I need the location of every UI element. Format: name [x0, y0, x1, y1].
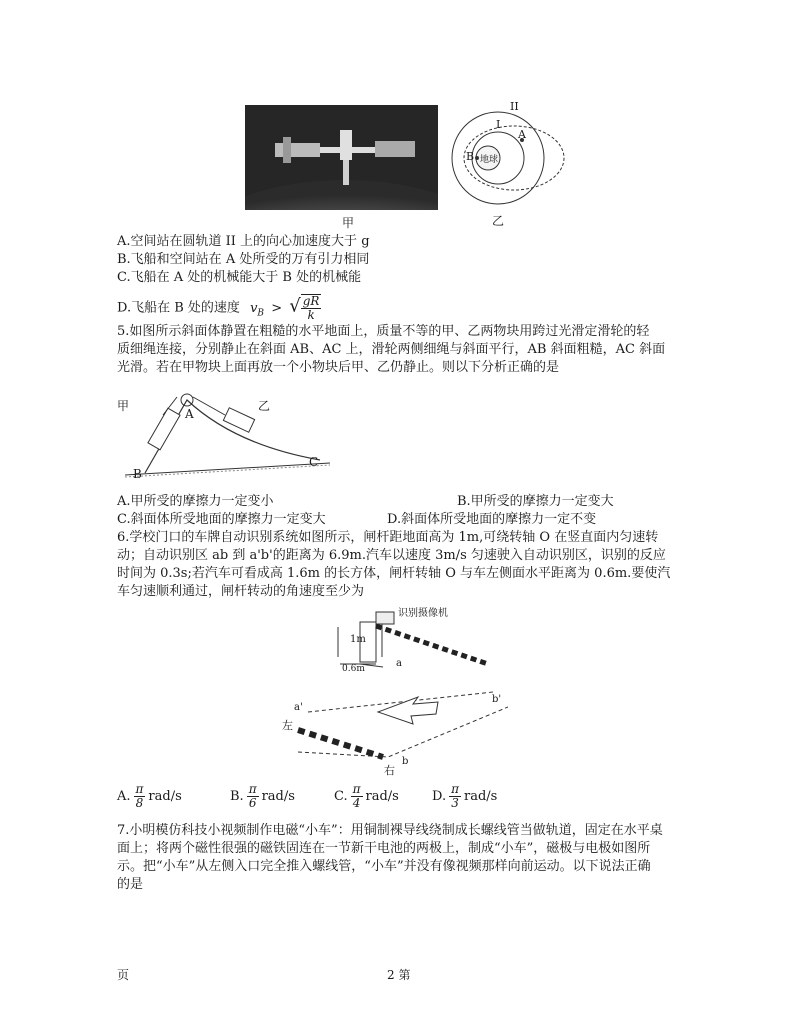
q5-stem-3: 光滑。若在甲物块上面再放一个小物块后甲、乙仍静止。则以下分析正确的是 — [117, 360, 560, 375]
q5-label-b: B — [133, 467, 142, 481]
q5-option-c: C.斜面体所受地面的摩擦力一定变大 — [117, 512, 326, 527]
orbit-diagram — [450, 100, 570, 225]
q5-label-yi: 乙 — [258, 399, 271, 413]
point-a-prime-label: a' — [294, 702, 303, 713]
q6-stem-2: 动；自动识别区 ab 到 a'b'的距离为 6.9m.汽车以速度 3m/s 匀速驶入自动识别区，识别的反应 — [117, 548, 666, 563]
q6-option-c: C. $\frac{\pi}{4}$ rad/s — [334, 782, 399, 810]
point-a-label: a — [396, 658, 402, 669]
q7-stem-1: 7.小明模仿科技小视频制作电磁“小车”：用铜制裸导线绕制成长螺线管当做轨道，固定在水平桌 — [117, 823, 663, 838]
right-label: 右 — [384, 764, 395, 777]
left-label: 左 — [282, 719, 293, 732]
figure-yi-label: 乙 — [492, 214, 505, 228]
earth-label: 地球 — [480, 155, 499, 165]
q6-stem-3: 时间为 0.3s;若汽车可看成高 1.6m 的长方体，闸杆转轴 O 与车左侧面水平距离为 0.6m.要使汽 — [117, 566, 671, 581]
q6-stem-1: 6.学校门口的车牌自动识别系统如图所示，闸杆距地面高为 1m,可绕转轴 O 在竖直面内匀速转 — [117, 530, 659, 545]
distance-label: 0.6m — [342, 664, 365, 674]
q4-option-d: D.飞船在 B 处的速度 — [117, 300, 240, 316]
q5-stem-1: 5.如图所示斜面体静置在粗糙的水平地面上，质量不等的甲、乙两物块用跨过光滑定滑轮的轻 — [117, 324, 650, 339]
q5-label-c: C — [309, 455, 319, 469]
orbit-label-inner: I — [496, 118, 501, 131]
greater-than: > — [271, 300, 283, 316]
q5-label-jia: 甲 — [117, 399, 130, 413]
q5-option-d: D.斜面体所受地面的摩擦力一定不变 — [387, 512, 597, 527]
q6-option-d: D. $\frac{\pi}{3}$ rad/s — [432, 782, 498, 810]
q7-stem-3: 示。把“小车”从左侧入口完全推入螺线管，“小车”并没有像视频那样向前运动。以下说法正确 — [117, 859, 651, 874]
q5-label-a: A — [185, 407, 194, 421]
footer-page-number: 2 第 — [387, 968, 411, 982]
point-b-label: b — [402, 756, 409, 767]
footer-left: 页 — [117, 968, 130, 982]
point-b-prime-label: b' — [492, 694, 502, 705]
q5-option-a: A.甲所受的摩擦力一定变小 — [117, 494, 274, 509]
orbit-label-outer: II — [510, 100, 519, 113]
sqrt-sign: √ — [289, 295, 301, 317]
q7-stem-2: 面上；将两个磁性很强的磁铁固连在一节新干电池的两极上，制成“小车”，磁极与电极如图所 — [117, 841, 651, 856]
q6-stem-4: 车匀速顺利通过，闸杆转动的角速度至少为 — [117, 584, 365, 599]
q7-stem-4: 的是 — [117, 877, 144, 892]
space-station-photo — [245, 105, 438, 210]
q6-option-a: A. $\frac{\pi}{8}$ rad/s — [117, 782, 182, 810]
gate-diagram — [278, 602, 508, 777]
q4-option-d-row — [117, 294, 324, 322]
height-label: 1m — [350, 634, 366, 645]
q5-stem-2: 质细绳连接，分别静止在斜面 AB、AC 上，滑轮两侧细绳与斜面平行，AB 斜面粗糙，AC 斜面 — [117, 342, 666, 357]
velocity-symbol: $v_B$ — [250, 300, 265, 319]
figure-jia-label: 甲 — [342, 216, 355, 230]
incline-diagram — [115, 385, 345, 485]
q4-option-a: A.空间站在圆轨道 II 上的向心加速度大于 g — [117, 234, 370, 249]
sqrt-fraction: $\frac{gR}{k}$ — [302, 294, 320, 322]
q4-option-c: C.飞船在 A 处的机械能大于 B 处的机械能 — [117, 270, 362, 285]
q4-option-b: B.飞船和空间站在 A 处所受的万有引力相同 — [117, 252, 370, 267]
camera-label: 识别摄像机 — [398, 608, 448, 619]
point-a-label: A — [518, 128, 526, 141]
q6-option-b: B. $\frac{\pi}{6}$ rad/s — [230, 782, 295, 810]
q5-option-b: B.甲所受的摩擦力一定变大 — [457, 494, 614, 509]
point-b-label: B — [466, 150, 475, 163]
